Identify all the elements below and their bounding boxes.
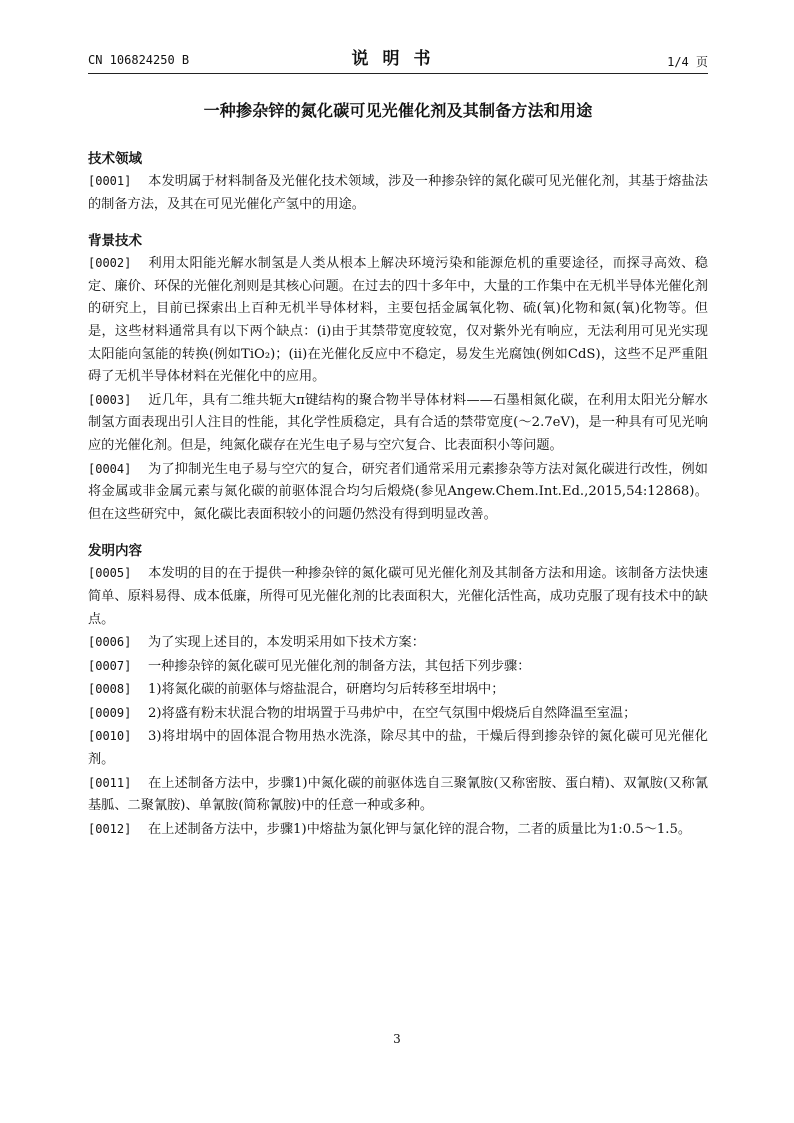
paragraph (88, 702, 708, 726)
document-body (88, 148, 708, 855)
paragraph-number: [0011] (88, 775, 132, 790)
paragraph-text: 在上述制备方法中，步骤1)中氮化碳的前驱体选自三聚氰胺(又称密胺、蛋白精)、双氰胺(又称氰基胍、二聚氰胺)、单氰胺(简称氰胺)中的任意一种或多种。 (88, 775, 708, 814)
paragraph (88, 655, 708, 679)
paragraph-number: [0006] (88, 635, 132, 650)
section-heading: 背景技术 (88, 233, 142, 250)
paragraph-number: [0009] (88, 705, 132, 720)
paragraph-text: 近几年，具有二维共轭大π键结构的聚合物半导体材料——石墨相氮化碳，在利用太阳光分解水制氢方面表现出引人注目的性能，其化学性质稳定，具有合适的禁带宽度(～2.7eV)，是一种具有可见光响应的光催化剂。但是，纯氮化碳存在光生电子易与空穴复合、比表面积小等问题。 (88, 392, 708, 453)
paragraph-number: [0010] (88, 729, 132, 744)
publication-number: CN 106824250 B (88, 53, 190, 67)
paragraph-text: 一种掺杂锌的氮化碳可见光催化剂的制备方法，其包括下列步骤： (148, 658, 531, 674)
paragraph-text: 在上述制备方法中，步骤1)中熔盐为氯化钾与氯化锌的混合物，二者的质量比为1:0.5～1.5。 (148, 821, 692, 837)
paragraph (88, 772, 708, 818)
page-info: 1/4 页 (667, 55, 708, 69)
paragraph (88, 818, 708, 842)
paragraph-text: 本发明属于材料制备及光催化技术领域，涉及一种掺杂锌的氮化碳可见光催化剂，其基于熔盐法的制备方法，及其在可见光催化产氢中的用途。 (88, 174, 708, 212)
paragraph (88, 252, 708, 389)
paragraph (88, 458, 708, 527)
document-title: 一种掺杂锌的氮化碳可见光催化剂及其制备方法和用途 (203, 101, 593, 120)
paragraph (88, 678, 708, 702)
paragraph (88, 170, 708, 216)
section-heading: 发明内容 (88, 543, 142, 560)
paragraph-text: 3)将坩埚中的固体混合物用热水洗涤，除尽其中的盐，干燥后得到掺杂锌的氮化碳可见光催化剂。 (88, 729, 708, 768)
paragraph-number: [0008] (88, 682, 132, 697)
section-summary (88, 540, 708, 841)
paragraph-number: [0002] (88, 256, 132, 271)
paragraph-text: 为了抑制光生电子易与空穴的复合，研究者们通常采用元素掺杂等方法对氮化碳进行改性，例如将金属或非金属元素与氮化碳的前驱体混合均匀后煅烧(参见Angew.Chem.Int.Ed.,2015,54:12868)。但在这些研究中，氮化碳比表面积较小的问题仍然没有得到明显改善。 (88, 461, 708, 522)
document-type: 说明书 (351, 49, 445, 69)
section-heading: 技术领域 (88, 151, 142, 167)
paragraph (88, 725, 708, 771)
page-number: 3 (393, 1032, 401, 1046)
paragraph-text: 利用太阳能光解水制氢是人类从根本上解决环境污染和能源危机的重要途径，而探寻高效、稳定、廉价、环保的光催化剂则是其核心问题。在过去的四十多年中，大量的工作集中在无机半导体光催化剂的研究上，目前已探索出上百种无机半导体材料，主要包括金属氧化物、硫(氧)化物和氮(氧)化物等。但是，这些材料通常具有以下两个缺点：(i)由于其禁带宽度较宽，仅对紫外光有响应，无法利用可见光实现太阳能向氢能的转换(例如TiO₂)；(ii)在光催化反应中不稳定，易发生光腐蚀(例如CdS)，这些不足严重阻碍了无机半导体材料在光催化中的应用。 (88, 256, 708, 385)
header-rule (88, 73, 708, 74)
paragraph-text: 本发明的目的在于提供一种掺杂锌的氮化碳可见光催化剂及其制备方法和用途。该制备方法快速简单、原料易得、成本低廉，所得可见光催化剂的比表面积大，光催化活性高，成功克服了现有技术中的缺点。 (88, 566, 708, 627)
paragraph (88, 631, 708, 655)
paragraph-number: [0007] (88, 658, 132, 673)
section-technical-field (88, 148, 708, 216)
paragraph-text: 2)将盛有粉末状混合物的坩埚置于马弗炉中，在空气氛围中煅烧后自然降温至室温； (148, 705, 637, 721)
paragraph (88, 389, 708, 458)
paragraph-number: [0004] (88, 461, 132, 476)
paragraph-text: 为了实现上述目的，本发明采用如下技术方案： (148, 635, 425, 651)
section-background (88, 230, 708, 526)
page-header (88, 40, 708, 74)
paragraph-text: 1)将氮化碳的前驱体与熔盐混合，研磨均匀后转移至坩埚中； (148, 682, 505, 698)
paragraph-number: [0012] (88, 821, 132, 836)
paragraph-number: [0001] (88, 174, 132, 188)
paragraph-number: [0003] (88, 392, 132, 407)
paragraph (88, 562, 708, 631)
paragraph-number: [0005] (88, 566, 132, 581)
